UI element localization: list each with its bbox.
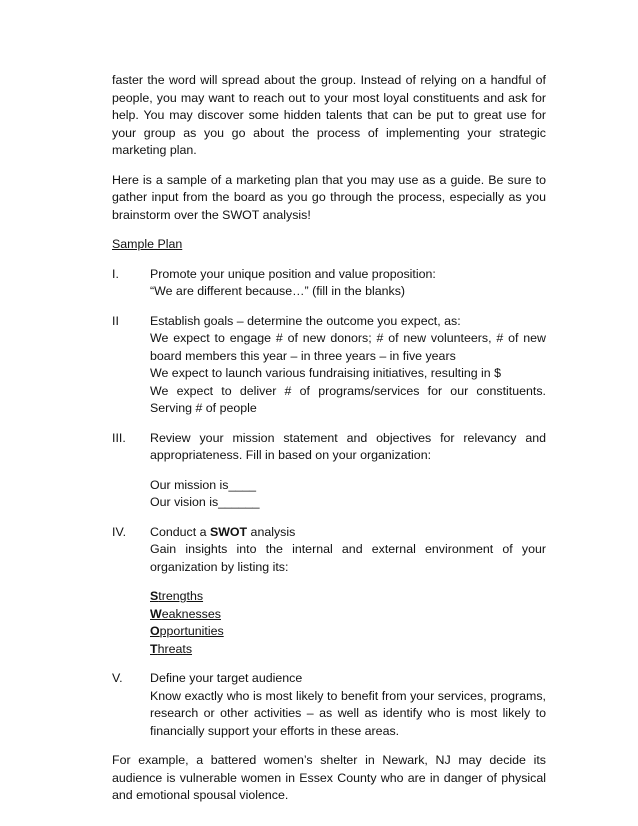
paragraph-closing: For example, a battered women’s shelter in Newark, NJ may decide its audience is vulnerable women in Essex County who are in danger of physical and emotional spousal violence. — [112, 753, 546, 802]
goal-line: We expect to engage # of new donors; # of new volunteers, # of new board members this year – in three years – in five years — [150, 331, 546, 363]
swot-weaknesses — [150, 606, 546, 624]
goal-line: We expect to deliver # of programs/services for our constituents. Serving # of people — [150, 383, 546, 415]
item-text: Gain insights into the internal and external environment of your organization by listing its: — [150, 542, 546, 574]
mission-line: Our mission is____ — [150, 477, 257, 492]
plan-item-2 — [112, 313, 546, 418]
item-number: II — [112, 313, 119, 328]
plan-item-5 — [112, 670, 546, 740]
paragraph-intro: faster the word will spread about the group. Instead of relying on a handful of people, you may want to reach out to your most loyal constituents and ask for help. You may discover some hidden talents that can be put to great use for your group as you go about the process of implementing your strategic marketing plan. — [112, 73, 546, 157]
swot-initial: S — [150, 589, 159, 603]
item-title — [150, 524, 546, 542]
document-page — [112, 72, 546, 805]
swot-opportunities — [150, 623, 546, 641]
swot-threats — [150, 641, 546, 659]
paragraph-sample-intro: Here is a sample of a marketing plan that you may use as a guide. Be sure to gather input from the board as you go through the process, especially as you brainstorm over the SWOT analysis! — [112, 172, 546, 222]
swot-rest: eaknesses — [161, 606, 221, 621]
item-line: “We are different because…” (fill in the blanks) — [150, 284, 406, 298]
item-number: V. — [112, 671, 123, 685]
title-pre: Conduct a — [150, 524, 210, 539]
item-title: Define your target audience — [150, 671, 303, 685]
item-text: Review your mission statement and objectives for relevancy and appropriateness. Fill in based on your organization: — [150, 430, 546, 462]
item-text: Know exactly who is most likely to benefit from your services, programs, research or other activities – as well as identify who is most likely to financially support your efforts in these areas. — [150, 688, 546, 738]
swot-keyword: SWOT — [209, 524, 248, 539]
item-title: Establish goals – determine the outcome you expect, as: — [150, 313, 461, 328]
item-number: IV. — [112, 524, 127, 539]
swot-initial: T — [150, 641, 158, 656]
swot-strengths — [150, 588, 546, 606]
swot-rest: trengths — [158, 589, 204, 603]
swot-initial: W — [150, 606, 162, 621]
item-number: III. — [112, 430, 126, 445]
item-number: I. — [112, 266, 119, 281]
goal-line: We expect to launch various fundraising initiatives, resulting in $ — [150, 366, 502, 380]
title-post: analysis — [247, 524, 296, 539]
swot-rest: hreats — [157, 641, 193, 656]
item-line: Promote your unique position and value proposition: — [150, 266, 436, 281]
vision-line: Our vision is______ — [150, 495, 260, 509]
plan-item-3 — [112, 430, 546, 512]
swot-rest: pportunities — [159, 624, 224, 638]
swot-initial: O — [150, 624, 160, 638]
plan-item-4 — [112, 524, 546, 659]
sample-plan-heading: Sample Plan — [112, 237, 183, 251]
plan-item-1 — [112, 266, 546, 301]
